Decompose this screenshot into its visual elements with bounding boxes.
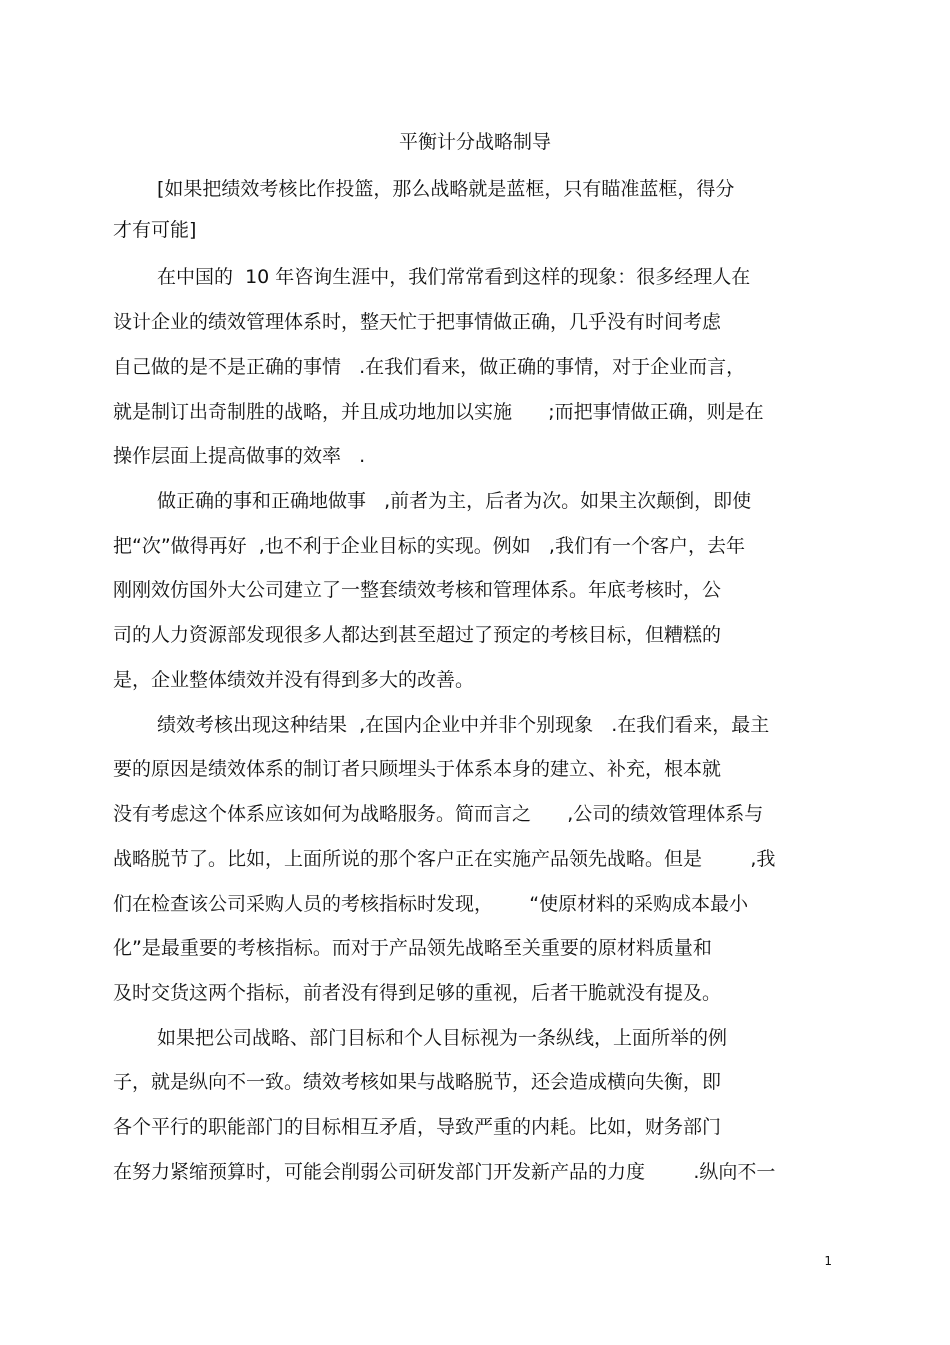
text-line: 做正确的事和正确地做事 ,前者为主，后者为次。如果主次颠倒，即使 (157, 490, 752, 512)
text-line: 子，就是纵向不一致。绩效考核如果与战略脱节，还会造成横向失衡，即 (113, 1071, 722, 1093)
text-line: 就是制订出奇制胜的战略，并且成功地加以实施 ;而把事情做正确，则是在 (113, 401, 764, 423)
text-line: 把“次”做得再好 ,也不利于企业目标的实现。例如 ,我们有一个客户，去年 (113, 535, 745, 557)
document-title: 平衡计分战略制导 (398, 131, 551, 153)
text-line: 没有考虑这个体系应该如何为战略服务。简而言之 ,公司的绩效管理体系与 (113, 803, 764, 825)
text-line: 司的人力资源部发现很多人都达到甚至超过了预定的考核目标，但糟糕的 (113, 624, 722, 646)
text-line: 刚刚效仿国外大公司建立了一整套绩效考核和管理体系。年底考核时，公 (113, 579, 722, 601)
text-line: 操作层面上提高做事的效率 . (113, 445, 366, 467)
text-line: 如果把公司战略、部门目标和个人目标视为一条纵线，上面所举的例 (157, 1027, 728, 1049)
text-line: 自己做的是不是正确的事情 .在我们看来，做正确的事情，对于企业而言， (113, 356, 746, 378)
text-line: 是，企业整体绩效并没有得到多大的改善。 (113, 669, 475, 691)
text-line: 战略脱节了。比如，上面所说的那个客户正在实施产品领先战略。但是 ,我 (113, 848, 776, 870)
text-line: 绩效考核出现这种结果 ,在国内企业中并非个别现象 .在我们看来，最主 (157, 714, 770, 736)
text-line: 们在检查该公司采购人员的考核指标时发现， “使原材料的采购成本最小 (113, 893, 749, 915)
text-line: 设计企业的绩效管理体系时，整天忙于把事情做正确，几乎没有时间考虑 (113, 311, 722, 333)
text-line: [如果把绩效考核比作投篮，那么战略就是蓝框，只有瞄准蓝框，得分 (157, 178, 735, 200)
text-line: 要的原因是绩效体系的制订者只顾埋头于体系本身的建立、补充，根本就 (113, 758, 722, 780)
text-line: 各个平行的职能部门的目标相互矛盾，导致严重的内耗。比如，财务部门 (113, 1116, 722, 1138)
text-line: 在努力紧缩预算时，可能会削弱公司研发部门开发新产品的力度 .纵向不一 (113, 1161, 776, 1183)
text-line: 及时交货这两个指标，前者没有得到足够的重视，后者干脆就没有提及。 (113, 982, 722, 1004)
text-line: 才有可能] (113, 219, 197, 241)
text-line: 在中国的 10 年咨询生涯中，我们常常看到这样的现象：很多经理人在 (157, 266, 751, 288)
page-number: 1 (824, 1254, 832, 1268)
text-line: 化”是最重要的考核指标。而对于产品领先战略至关重要的原材料质量和 (113, 937, 712, 959)
